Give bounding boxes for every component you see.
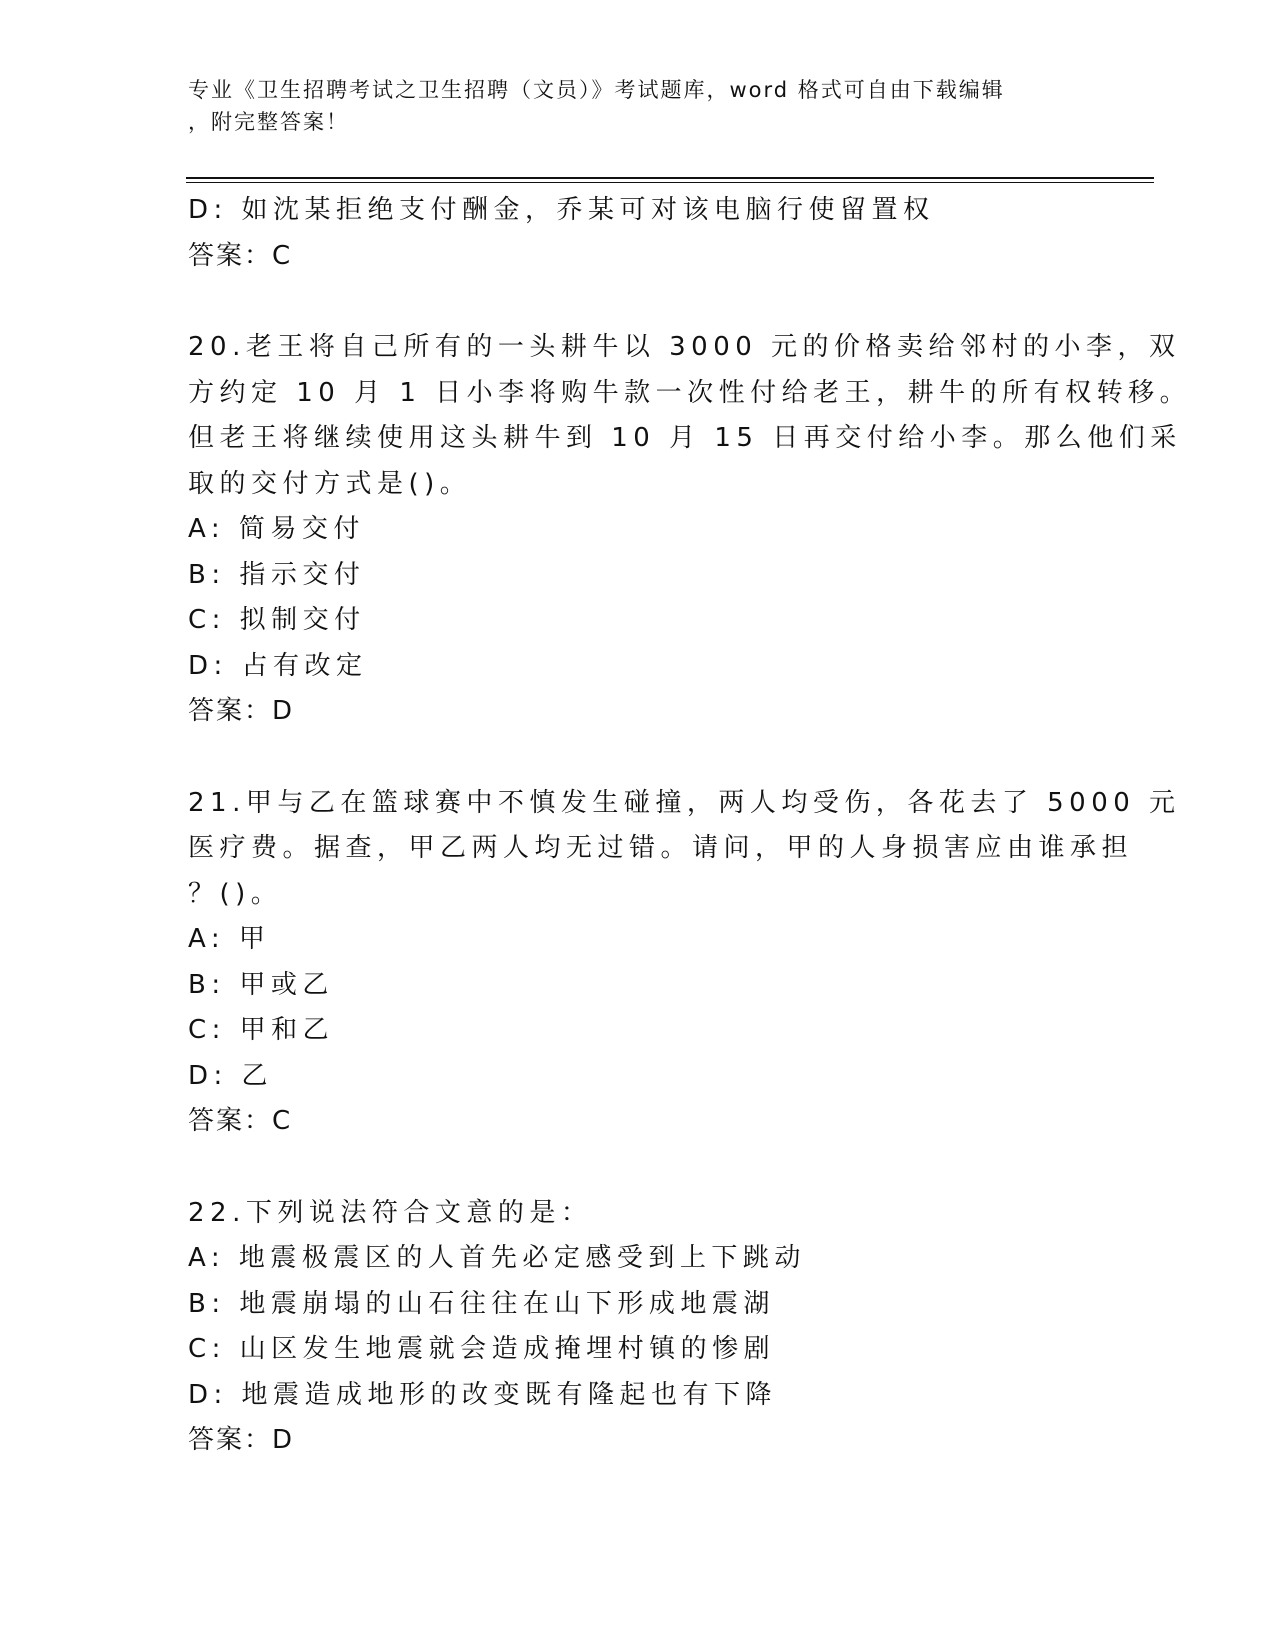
answer: 答案：C [188, 1106, 293, 1136]
question-text-line: 医疗费。据查，甲乙两人均无过错。请问，甲的人身损害应由谁承担 [188, 833, 1134, 863]
option-d: D: 占有改定 [188, 650, 368, 681]
option-c: C: 甲和乙 [188, 1015, 335, 1045]
question-22 [188, 1191, 1088, 1464]
question-text-line: 方约定 10 月 1 日小李将购牛款一次性付给老王，耕牛的所有权转移。 [188, 377, 1192, 408]
question-text-line: 21.甲与乙在篮球赛中不慎发生碰撞，两人均受伤，各花去了 5000 元 [188, 787, 1181, 818]
option-a: A: 简易交付 [188, 514, 365, 544]
question-text-line: 取的交付方式是()。 [188, 468, 472, 499]
question-20 [188, 325, 1192, 735]
option-d: D: 乙 [188, 1060, 274, 1091]
answer: 答案：D [188, 1425, 295, 1455]
option-c: C: 山区发生地震就会造成掩埋村镇的惨剧 [188, 1334, 776, 1364]
option-b: B: 地震崩塌的山石往往在山下形成地震湖 [188, 1288, 775, 1319]
header-line-1: 专业《卫生招聘考试之卫生招聘（文员）》考试题库，word 格式可自由下载编辑 [188, 78, 1005, 102]
header-divider-thin [186, 182, 1154, 183]
option-a: A: 地震极震区的人首先必定感受到上下跳动 [188, 1243, 806, 1273]
answer: 答案：D [188, 696, 295, 726]
previous-question-tail [188, 188, 1088, 279]
document-body [188, 188, 1192, 1464]
header-line-2: ，附完整答案！ [188, 110, 349, 134]
spacer [188, 735, 1088, 781]
question-text-line: 20.老王将自己所有的一头耕牛以 3000 元的价格卖给邻村的小李，双 [188, 332, 1181, 362]
spacer [188, 279, 1088, 325]
question-text-line: 但老王将继续使用这头耕牛到 10 月 15 日再交付给小李。那么他们采 [188, 423, 1182, 453]
option-a: A: 甲 [188, 924, 271, 954]
question-text-line: 22.下列说法符合文意的是： [188, 1197, 593, 1228]
option-b: B: 指示交付 [188, 559, 366, 590]
header-divider-thick [186, 177, 1154, 179]
question-21 [188, 781, 1181, 1145]
option-c: C: 拟制交付 [188, 605, 366, 635]
answer: 答案：C [188, 240, 293, 271]
question-text-line: ？()。 [188, 878, 283, 909]
spacer [188, 1145, 1088, 1191]
page-header [188, 74, 1068, 138]
option-b: B: 甲或乙 [188, 969, 334, 1000]
option-d: D: 地震造成地形的改变既有隆起也有下降 [188, 1379, 778, 1410]
option-d: D: 如沈某拒绝支付酬金，乔某可对该电脑行使留置权 [188, 195, 935, 225]
